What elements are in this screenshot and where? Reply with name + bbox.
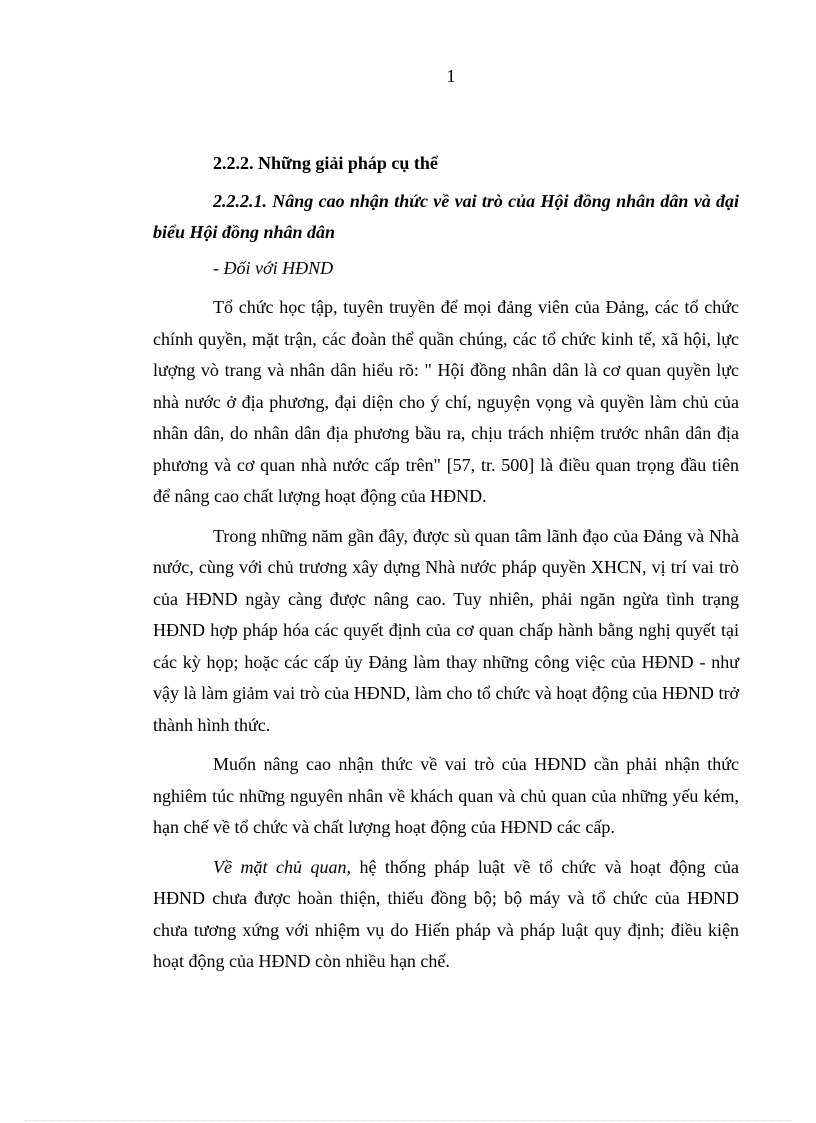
topic-label: - Đối với HĐND — [213, 257, 334, 278]
paragraph-4 — [153, 852, 739, 978]
subsection-heading: 2.2.2.1. Nâng cao nhận thức về vai trò của Hội đồng nhân dân và đại biểu Hội đồng nhân dân — [153, 190, 739, 242]
paragraph-2: Trong những năm gần đây, được sù quan tâm lãnh đạo của Đảng và Nhà nước, cùng với chủ trương xây dựng Nhà nước pháp quyền XHCN, vị trí vai trò của HĐND ngày càng được nâng cao. Tuy nhiên, phải ngăn ngừa tình trạng HĐND hợp pháp hóa các quyết định của cơ quan chấp hành bằng nghị quyết tại các kỳ họp; hoặc các cấp ủy Đảng làm thay những công việc của HĐND - như vậy là làm giảm vai trò của HĐND, làm cho tổ chức và hoạt động của HĐND trở thành hình thức. — [153, 525, 739, 735]
section-heading: 2.2.2. Những giải pháp cụ thể — [213, 153, 438, 173]
paragraph-3: Muốn nâng cao nhận thức về vai trò của HĐND cần phải nhận thức nghiêm túc những nguyên nhân về khách quan và chủ quan của những yếu kém, hạn chế về tổ chức và chất lượng hoạt động của HĐND các cấp. — [153, 754, 739, 837]
paragraph-4-lead: Về mặt chủ quan — [213, 856, 347, 877]
page-number: 1 — [446, 66, 456, 86]
paragraph-1: Tổ chức học tập, tuyên truyền để mọi đảng viên của Đảng, các tổ chức chính quyền, mặt trận, các đoàn thể quần chúng, các tổ chức kinh tế, xã hội, lực lượng vò trang và nhân dân hiểu rõ: " Hội đồng nhân dân là cơ quan quyền lực nhà nước ở địa phương, đại diện cho ý chí, nguyện vọng và quyền làm chủ của nhân dân, do nhân dân địa phương bầu ra, chịu trách nhiệm trước nhân dân địa phương và cơ quan nhà nước cấp trên" [57, tr. 500] là điều quan trọng đầu tiên để nâng cao chất lượng hoạt động của HĐND. — [153, 297, 739, 506]
document-body — [153, 148, 739, 978]
paragraph-4-text: , hệ thống pháp luật về tổ chức và hoạt động của HĐND chưa được hoàn thiện, thiếu đồng bộ; bộ máy và tổ chức của HĐND chưa tương xứng với nhiệm vụ do Hiến pháp và pháp luật quy định; điều kiện hoạt động của HĐND còn nhiều hạn chế. — [153, 856, 739, 971]
page-bottom-rule — [25, 1120, 791, 1121]
